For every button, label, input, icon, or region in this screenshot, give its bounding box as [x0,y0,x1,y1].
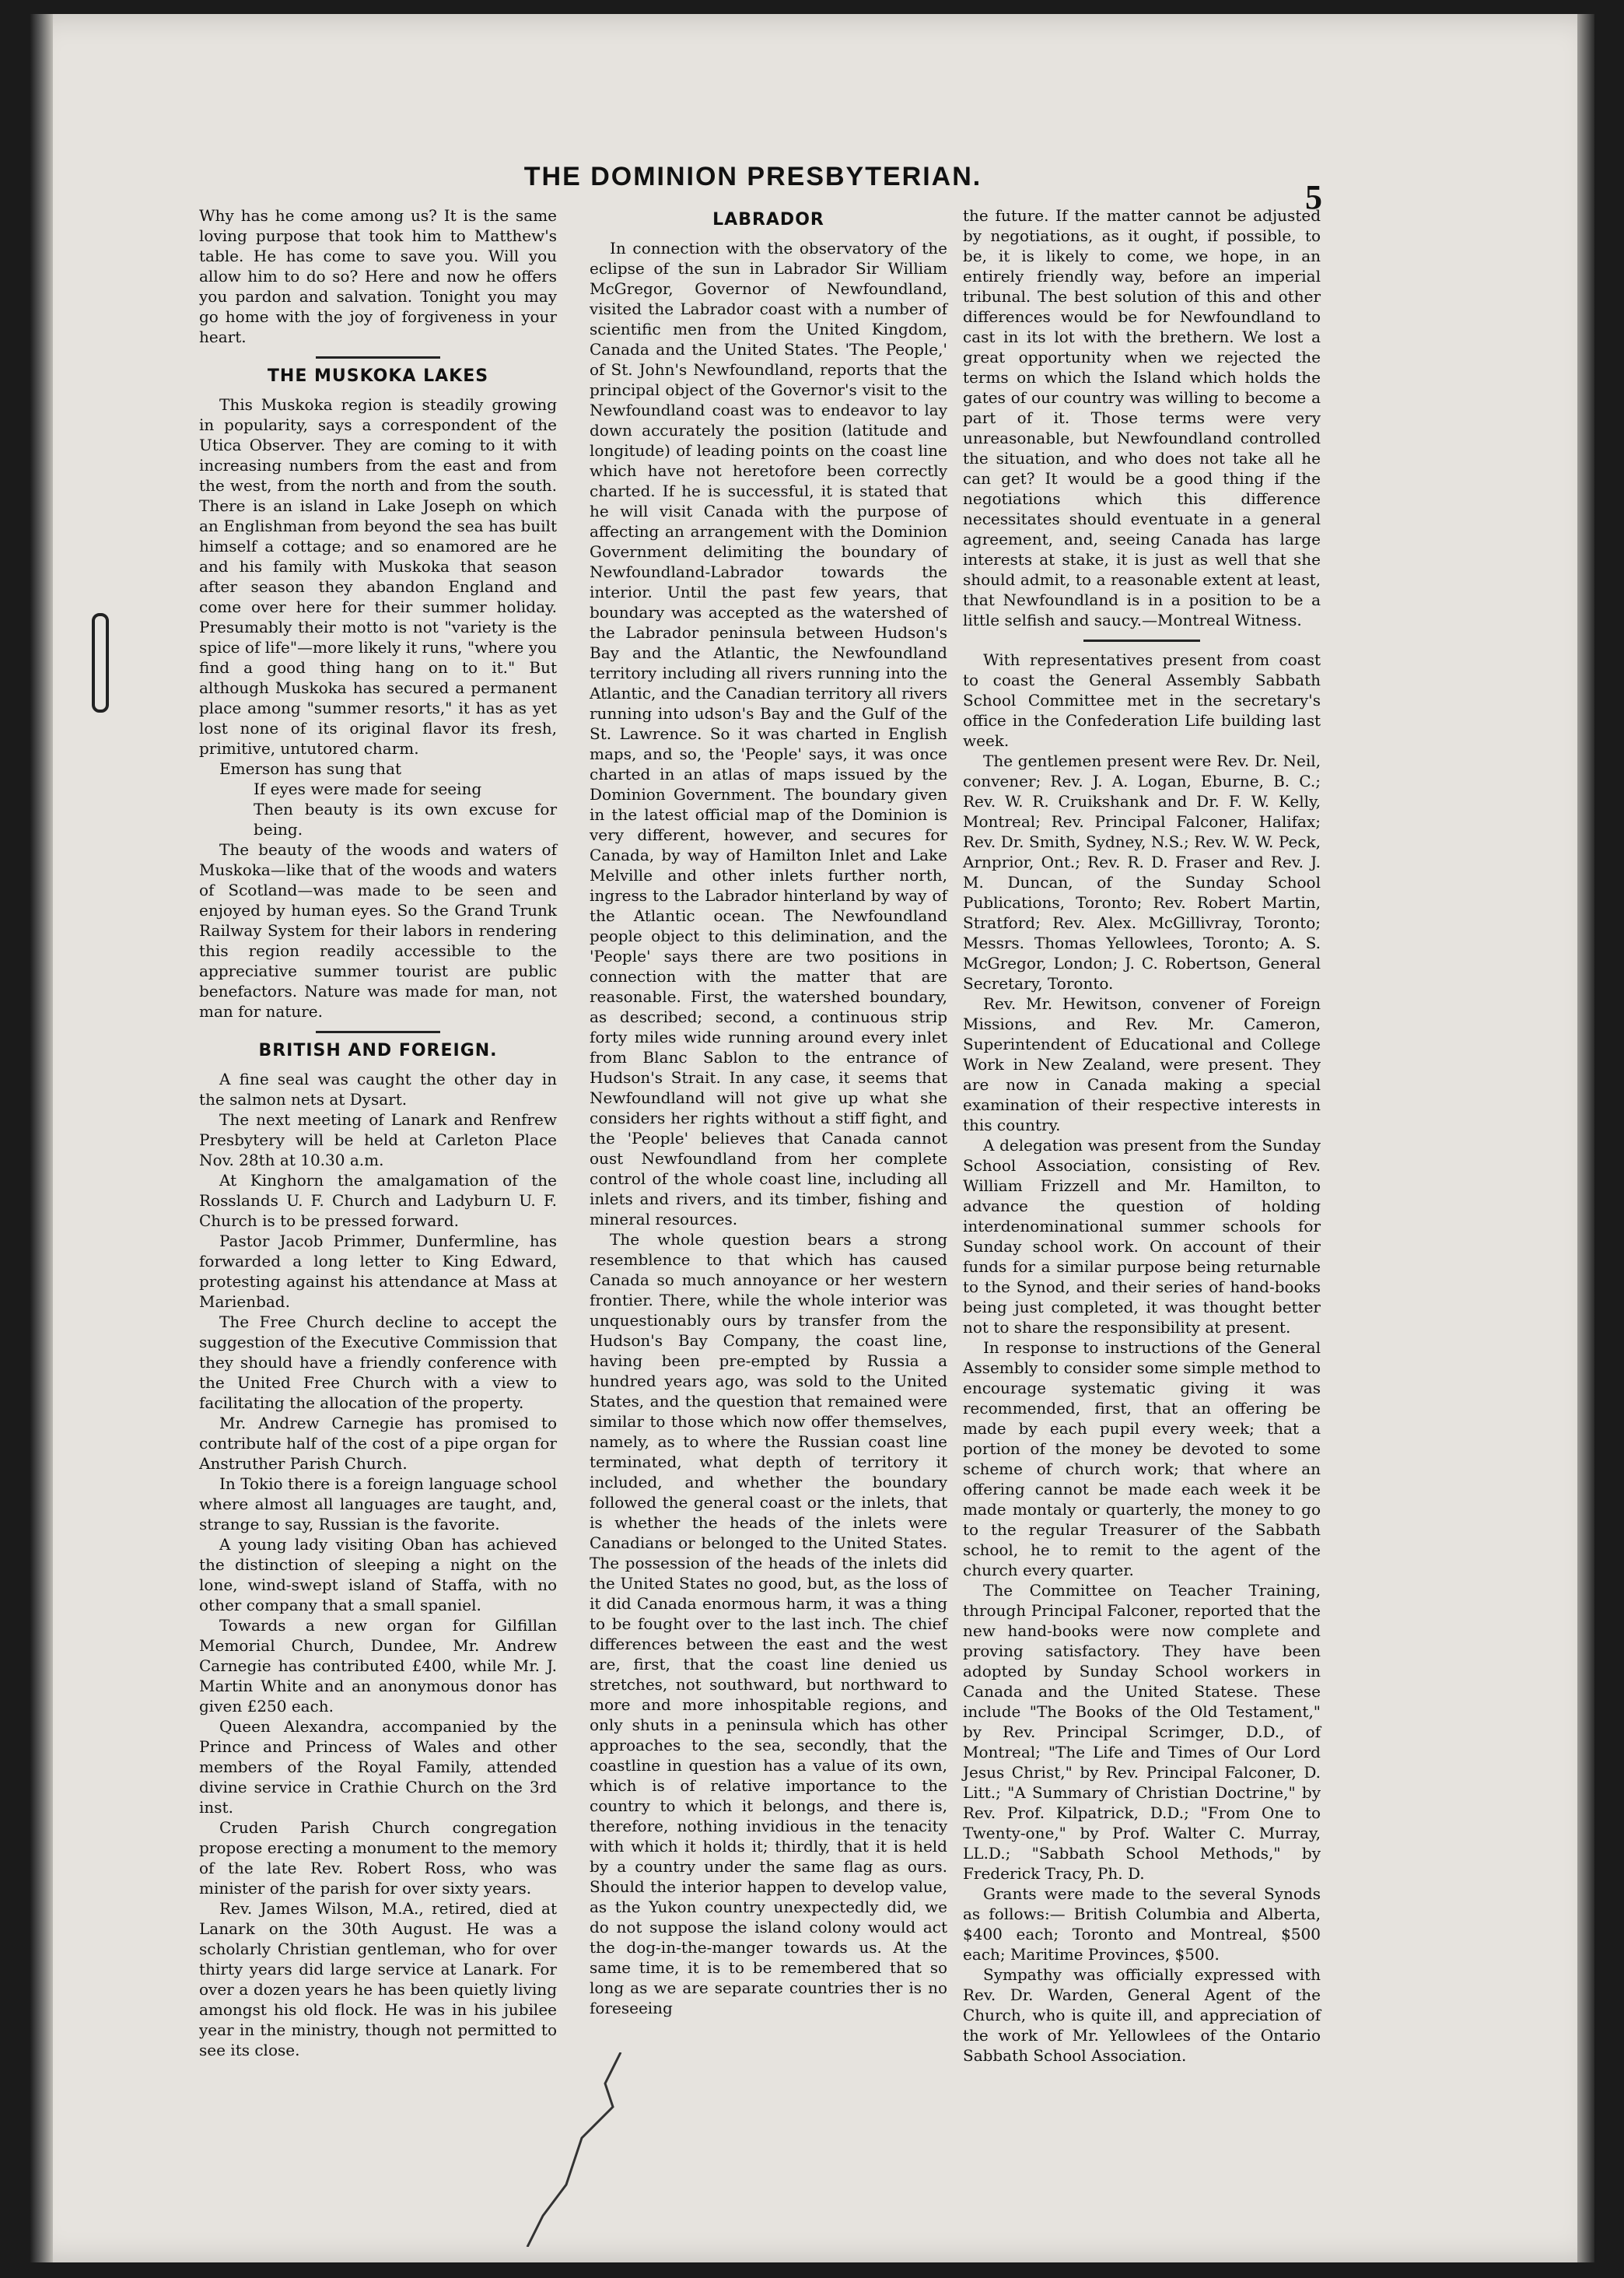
committee-paragraph: The Committee on Teacher Training, through Principal Falconer, reported that the new hand-books were now complete and proving satisfactory. They have been adopted by Sunday School workers in Canada and the United Statese. These include "The Books of the Old Testament," by Rev. Principal Scrimger, D.D., of Montreal; "The Life and Times of Our Lord Jesus Christ," by Rev. Principal Falconer, D. Litt.; "A Summary of Christian Doctrine," by Rev. Prof. Kilpatrick, D.D.; "From One to Twenty-one," by Prof. Walter C. Murray, LL.D.; "Sabbath School Methods," by Frederick Tracy, Ph. D. [963,1581,1321,1883]
newspaper-title: THE DOMINION PRESBYTERIAN. [523,162,982,191]
section-divider [1083,640,1200,642]
news-item: Towards a new organ for Gilfillan Memorial Church, Dundee, Mr. Andrew Carnegie has contributed £400, while Mr. J. Martin White and an anonymous donor has given £250 each. [199,1616,557,1716]
labrador-paragraph: In connection with the observatory of the eclipse of the sun in Labrador Sir William McGregor, Governor of Newfoundland, visited the Labrador coast with a number of scientific men from the United Kingdom, Canada and the United States. 'The People,' of St. John's Newfoundland, reports that the principal object of the Governor's visit to the Newfoundland coast was to endeavor to lay down accurately the position (latitude and longitude) of leading points on the coast line which have not heretofore been correctly charted. If he is successful, it is stated that he will visit Canada with the purpose of affecting an arrangement with the Dominion Government delimiting the boundary of Newfoundland-Labrador towards the interior. Until the past few years, that boundary was accepted as the watershed of the Labrador peninsula between Hudson's Bay and the Atlantic, the Newfoundland territory including all rivers running into the Atlantic, and the Canadian territory all rivers running into udson's Bay and the Gulf of the St. Lawrence. So it was charted in English maps, and so, the 'People' says, it was once charted in an atlas of maps issued by the Dominion Government. The boundary given in the latest official map of the Dominion is very different, however, and secures for Canada, by way of Hamilton Inlet and Lake Melville and other inlets further north, ingress to the Labrador hinterland by way of the Atlantic ocean. The Newfoundland people object to this delimination, and the 'People' says there are two positions in connection with the matter that are reasonable. First, the watershed boundary, as described; second, a continuous strip forty miles wide running around every inlet from Blanc Sablon to the entrance of Hudson's Strait. In any case, it seems that Newfoundland will not give up what she considers her rights without a stiff fight, and the 'People' believes that Canada cannot oust Newfoundland from her complete control of the whole coast line, including all inlets and rivers, and its timber, fishing and mineral resources. [590,239,947,1228]
committee-paragraph: In response to instructions of the General Assembly to consider some simple method to encourage systematic giving it was recommended, first, that an offering be made by each pupil every week; that a portion of the money be devoted to some scheme of church work; that where an offering cannot be made each week it be made montaly or quarterly, the money to go to the regular Treasurer of the Sabbath school, he to remit to the agent of the church every quarter. [963,1338,1321,1579]
binding-clip-mark [92,613,109,713]
committee-paragraph: With representatives present from coast to coast the General Assembly Sabbath School Committee met in the secretary's office in the Confederation Life building last week. [963,650,1321,750]
newspaper-page [30,14,1594,2262]
column-middle [590,205,947,2018]
news-item: A fine seal was caught the other day in the salmon nets at Dysart. [199,1070,557,1109]
paper-crack [496,2052,667,2247]
section-divider [316,356,440,359]
page-number: 5 [1305,178,1322,216]
news-item: The next meeting of Lanark and Renfrew Presbytery will be held at Carleton Place Nov. 28th at 10.30 a.m. [199,1110,557,1169]
news-item: The Free Church decline to accept the suggestion of the Executive Commission that they should have a friendly conference with the United Free Church with a view to facilitating the allocation of the property. [199,1312,557,1412]
muskoka-paragraph: This Muskoka region is steadily growing in popularity, says a correspondent of the Utica Observer. They are coming to it with increasing numbers from the east and from the west, from the north and from the south. There is an island in Lake Joseph on which an Englishman from beyond the sea has built himself a cottage; and so enamored are he and his family with Muskoka that season after season they abandon England and come over here for their summer holiday. Presumably their motto is not "variety is the spice of life"—more likely it runs, "where you find a good thing hang on to it." But although Muskoka has secured a permanent place among "summer resorts," it has as yet lost none of its original flavor its fresh, primitive, untutored charm. [199,395,557,758]
committee-paragraph: A delegation was present from the Sunday School Association, consisting of Rev. William Frizzell and Mr. Hamilton, to advance the question of holding interdenominational summer schools for Sunday school work. On account of their funds for a similar purpose being returnable to the Synod, and their series of hand-books being just completed, it was thought better not to share the responsibility at present. [963,1136,1321,1337]
news-item: A young lady visiting Oban has achieved the distinction of sleeping a night on the lone, wind-swept island of Staffa, with no other company that a small spaniel. [199,1535,557,1614]
news-item: At Kinghorn the amalgamation of the Rosslands U. F. Church and Ladyburn U. F. Church is to be pressed forward. [199,1171,557,1230]
committee-paragraph: Rev. Mr. Hewitson, convener of Foreign Missions, and Rev. Mr. Cameron, Superintendent of Educational and College Work in New Zealand, were present. They are now in Canada making a special examination of their respective interests in this country. [963,994,1321,1134]
labrador-continuation: the future. If the matter cannot be adjusted by negotiations, as it ought, if possible, to be, it is likely to come, we hope, in an entirely friendly way, before an imperial tribunal. The best solution of this and other differences would be for Newfoundland to cast in its lot with the brethern. We lost a great opportunity when we rejected the terms on which the Island which holds the gates of our country was willing to become a part of it. Those terms were very unreasonable, but Newfoundland controlled the situation, and who does not take all he can get? It would be a good thing if the negotiations which this difference necessitates should eventuate in a general agreement, and, seeing Canada has large interests at stake, it is just as well that she should admit, to a reasonable extent at least, that Newfoundland is in a position to be a little selfish and saucy.—Montreal Witness. [963,206,1321,629]
intro-paragraph: Why has he come among us? It is the same loving purpose that took him to Matthew's table. He has come to save you. Will you allow him to do so? Here and now he offers you pardon and salvation. Tonight you may go home with the joy of forgiveness in your heart. [199,206,557,346]
column-right [963,205,1321,2066]
section-divider [316,1031,440,1033]
verse-line: Then beauty is its own excuse for being. [254,800,557,839]
news-item: Cruden Parish Church congregation propose erecting a monument to the memory of the late Rev. Robert Ross, who was minister of the parish for over sixty years. [199,1818,557,1898]
labrador-paragraph: The whole question bears a strong resemblence to that which has caused Canada so much annoyance or her western frontier. There, while the whole interior was unquestionably ours by transfer from the Hudson's Bay Company, the coast line, having been pre-empted by Russia a hundred years ago, was sold to the United States, and the question that remained were similar to those which now offer themselves, namely, as to where the Russian coast line terminated, what depth of territory it included, and whether the boundary followed the general coast or the inlets, that is whether the heads of the inlets were Canadians or belonged to the United States. The possession of the heads of the inlets did the United States no good, but, as the loss of it did Canada enormous harm, it was a thing to be fought over to the last inch. The chief differences between the east and the west are, first, that the coast line denied us stretches, not southward, but northward to more and more inhospitable regions, and only shuts in a peninsula which has other approaches to the sea, secondly, that the coastline in question has a value of its own, which is of relative importance to the country to which it belongs, and there is, therefore, nothing invidious in the tenacity with which it holds it; thirdly, that it is held by a country under the same flag as ours. Should the interior happen to develop value, as the Yukon country unexpectedly did, we do not suppose the island colony would act the dog-in-the-manger towards us. At the same time, it is to be remembered that so long as we are separate countries ther is no foreseeing [590,1230,947,2017]
labrador-heading: LABRADOR [712,210,824,230]
muskoka-paragraph: The beauty of the woods and waters of Muskoka—like that of the woods and waters of Scotland—was made to be seen and enjoyed by human eyes. So the Grand Trunk Railway System for their labors in rendering this region readily accessible to the appreciative summer tourist are public benefactors. Nature was made for man, not man for nature. [199,840,557,1021]
news-item: Rev. James Wilson, M.A., retired, died at Lanark on the 30th August. He was a scholarly Christian gentleman, who for over thirty years did large service at Lanark. For over a dozen years he has been quietly living amongst his old flock. He was in his jubilee year in the ministry, though not permitted to see its close. [199,1899,557,2059]
muskoka-heading: THE MUSKOKA LAKES [267,366,489,386]
page-binding-edge [30,14,53,2262]
news-item: Pastor Jacob Primmer, Dunfermline, has forwarded a long letter to King Edward, protesting against his attendance at Mass at Marienbad. [199,1232,557,1311]
column-left [199,205,557,2060]
muskoka-paragraph: Emerson has sung that [219,759,401,778]
committee-paragraph: Sympathy was officially expressed with Rev. Dr. Warden, General Agent of the Church, who is quite ill, and appreciation of the work of Mr. Yellowlees of the Ontario Sabbath School Association. [963,1965,1321,2065]
committee-paragraph: The gentlemen present were Rev. Dr. Neil, convener; Rev. J. A. Logan, Eburne, B. C.; Rev. W. R. Cruikshank and Dr. F. W. Kelly, Montreal; Rev. Principal Falconer, Halifax; Rev. Dr. Smith, Sydney, N.S.; Rev. W. W. Peck, Arnprior, Ont.; Rev. R. D. Fraser and Rev. J. M. Duncan, of the Sunday School Publications, Toronto; Rev. Robert Martin, Stratford; Rev. Alex. McGillivray, Toronto; Messrs. Thomas Yellowlees, Toronto; A. S. McGregor, London; J. C. Robertson, General Secretary, Toronto. [963,752,1321,993]
committee-paragraph: Grants were made to the several Synods as follows:— British Columbia and Alberta, $400 each; Toronto and Montreal, $500 each; Maritime Provinces, $500. [963,1884,1321,1964]
page-right-edge [1577,14,1594,2262]
british-foreign-heading: BRITISH AND FOREIGN. [258,1041,498,1060]
verse-line: If eyes were made for seeing [254,780,482,798]
news-item: In Tokio there is a foreign language school where almost all languages are taught, and, strange to say, Russian is the favorite. [199,1474,557,1533]
news-item: Queen Alexandra, accompanied by the Prince and Princess of Wales and other members of the Royal Family, attended divine service in Crathie Church on the 3rd inst. [199,1717,557,1817]
news-item: Mr. Andrew Carnegie has promised to contribute half of the cost of a pipe organ for Anstruther Parish Church. [199,1414,557,1473]
